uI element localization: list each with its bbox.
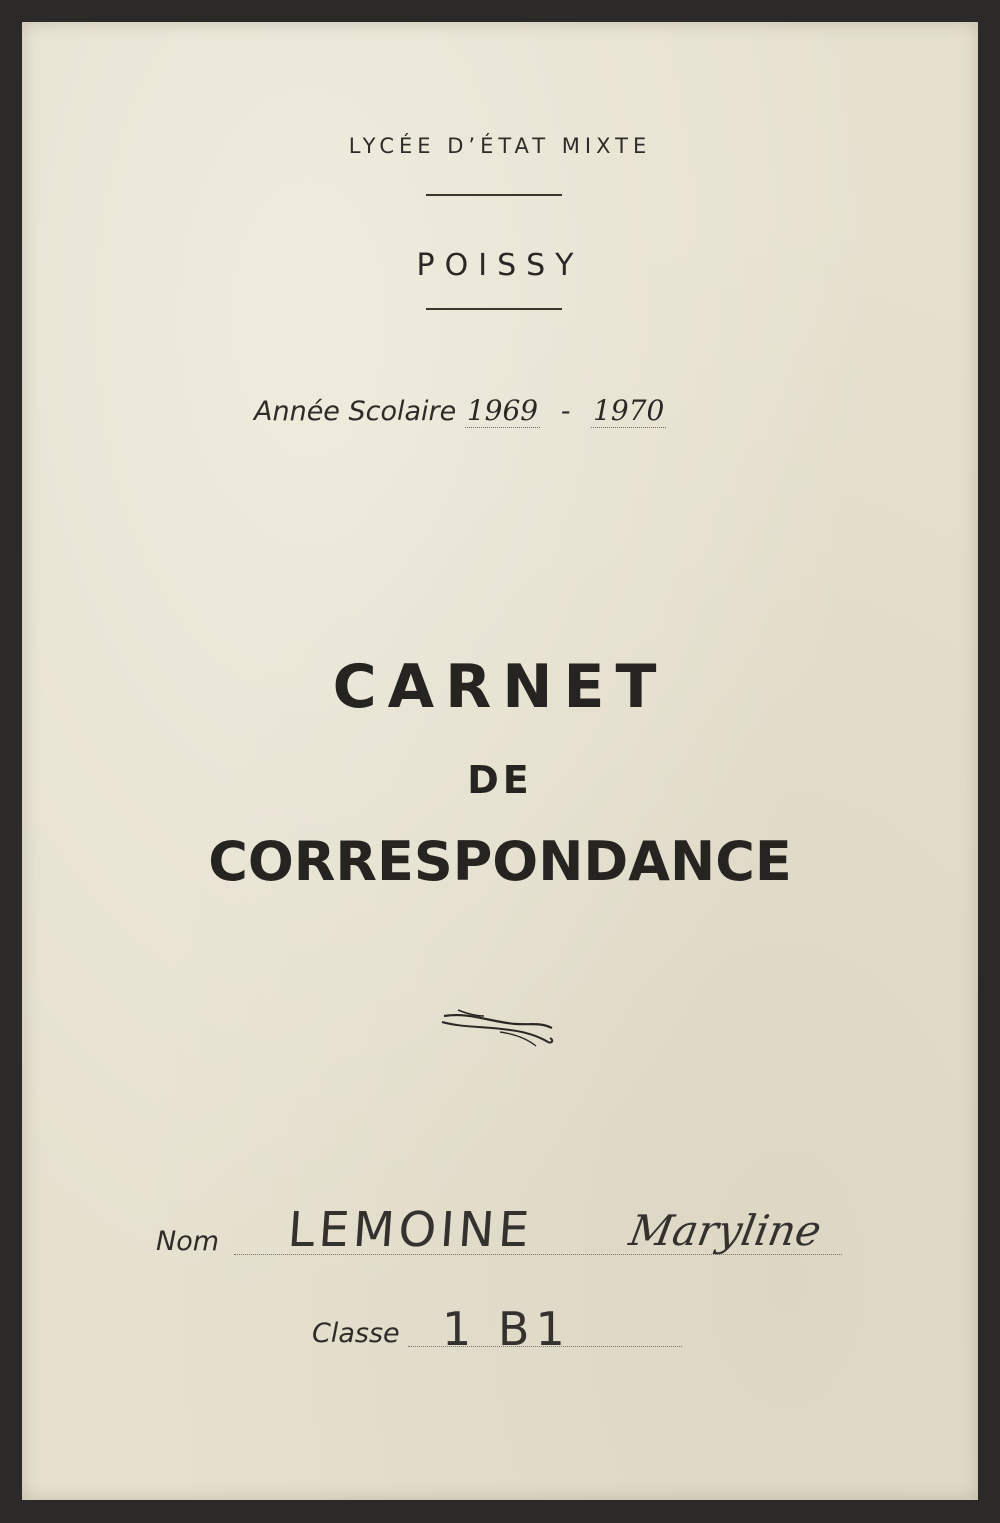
title-correspondance: CORRESPONDANCE [208,830,792,893]
school-name: LYCÉE D’ÉTAT MIXTE [348,134,652,158]
school-year-end: 1970 [593,394,665,427]
classe-label: Classe [312,1318,400,1349]
divider-top [426,194,562,196]
school-year-label: Année Scolaire [254,396,457,427]
school-year-row [254,394,666,427]
title-de: DE [467,758,533,802]
booklet-cover [22,22,978,1500]
decorative-flourish-icon [440,1006,556,1048]
city-name: POISSY [416,248,584,283]
classe-value: 1 B1 [442,1302,571,1356]
nom-first-name: Maryline [625,1206,825,1255]
school-year-separator: - [560,396,571,427]
nom-last-name: LEMOINE [286,1202,535,1258]
school-year-start: 1969 [466,394,539,427]
title-carnet: CARNET [332,652,668,722]
nom-label: Nom [156,1226,220,1257]
divider-bottom [426,308,562,310]
